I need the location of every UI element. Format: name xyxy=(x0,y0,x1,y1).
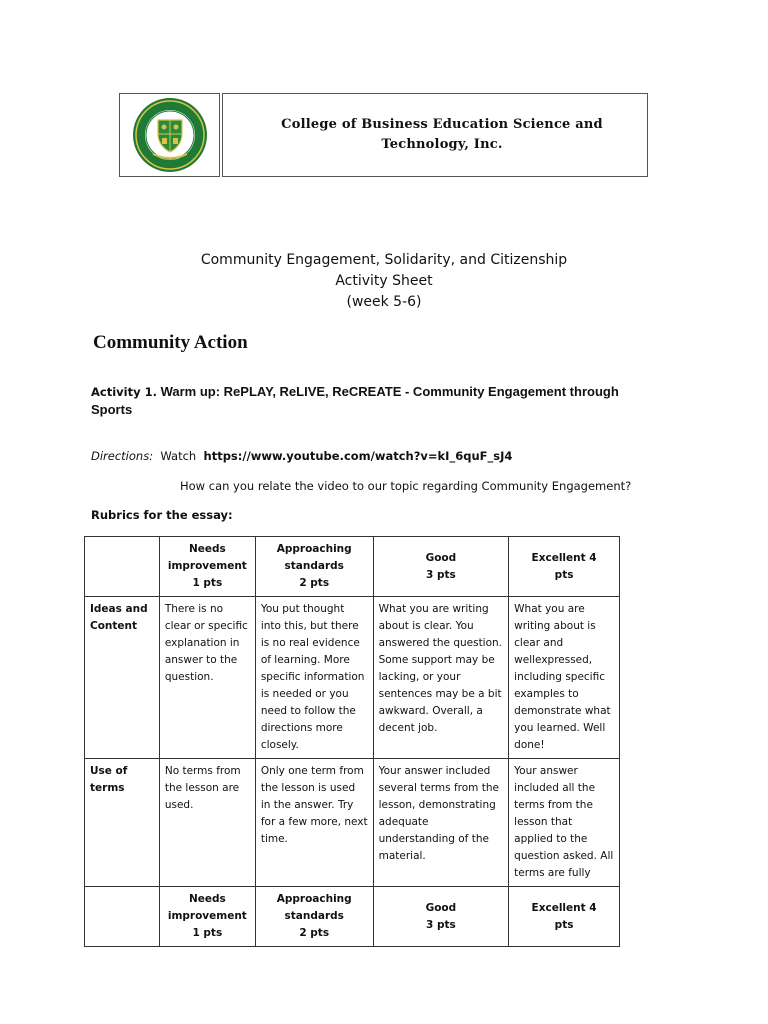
rubric-header-approaching: Approaching standards 2 pts xyxy=(255,537,373,597)
rubric-cell: What you are writing about is clear and wellexpressed, including specific examples to demonstrate what you learned. Well done! xyxy=(509,597,620,759)
rubric-row-terms xyxy=(85,759,620,887)
rubric-footer-good: Good 3 pts xyxy=(373,887,509,947)
rubric-header-needs: Needs improvement 1 pts xyxy=(159,537,255,597)
rubric-row-label: Ideas and Content xyxy=(85,597,160,759)
rubric-footer-approaching: Approaching standards 2 pts xyxy=(255,887,373,947)
rubric-cell: Only one term from the lesson is used in the answer. Try for a few more, next time. xyxy=(255,759,373,887)
rubric-corner-cell xyxy=(85,537,160,597)
rubric-footer-excellent: Excellent 4 pts xyxy=(509,887,620,947)
school-name-line1: College of Business Education Science and xyxy=(281,117,603,132)
rubric-cell: What you are writing about is clear. You answered the question. Some support may be lacking, or your sentences may be a bit awkward. Overall, a decent job. xyxy=(373,597,509,759)
rubric-header-row xyxy=(85,537,620,597)
school-header xyxy=(222,93,648,177)
directions xyxy=(91,449,512,463)
rubric-cell: Your answer included all the terms from the lesson that applied to the question asked. All terms are fully xyxy=(509,759,620,887)
school-name-line2: Technology, Inc. xyxy=(381,137,503,152)
video-link[interactable]: https://www.youtube.com/watch?v=kI_6quF_sJ4 xyxy=(203,449,513,463)
rubric-row-label: Use of terms xyxy=(85,759,160,887)
section-title: Community Action xyxy=(93,332,248,353)
logo-box xyxy=(119,93,220,177)
directions-label: Directions: xyxy=(91,449,154,463)
activity-title: Warm up: RePLAY, ReLIVE, ReCREATE - Community Engagement through Sports xyxy=(91,384,619,417)
week-label: (week 5-6) xyxy=(346,294,422,310)
rubric-table xyxy=(84,536,620,947)
essay-question: How can you relate the video to our topic regarding Community Engagement? xyxy=(180,479,632,493)
rubric-cell: You put thought into this, but there is no real evidence of learning. More specific information is needed or you need to follow the directions more closely. xyxy=(255,597,373,759)
activity-heading xyxy=(91,383,661,419)
rubric-corner-cell-bottom xyxy=(85,887,160,947)
rubric-footer-row xyxy=(85,887,620,947)
rubric-header-good: Good 3 pts xyxy=(373,537,509,597)
college-seal-icon xyxy=(131,96,209,174)
rubric-row-ideas xyxy=(85,597,620,759)
activity-prefix: Activity 1. xyxy=(91,385,157,399)
rubric-footer-needs: Needs improvement 1 pts xyxy=(159,887,255,947)
rubric-label: Rubrics for the essay: xyxy=(91,508,233,522)
sheet-title: Activity Sheet xyxy=(335,273,433,289)
rubric-cell: Your answer included several terms from the lesson, demonstrating adequate understanding of the material. xyxy=(373,759,509,887)
document-titles xyxy=(0,250,768,313)
rubric-cell: No terms from the lesson are used. xyxy=(159,759,255,887)
rubric-header-excellent: Excellent 4 pts xyxy=(509,537,620,597)
course-title: Community Engagement, Solidarity, and Citizenship xyxy=(200,252,568,268)
rubric-cell: There is no clear or specific explanation in answer to the question. xyxy=(159,597,255,759)
directions-text: Watch xyxy=(160,449,197,463)
